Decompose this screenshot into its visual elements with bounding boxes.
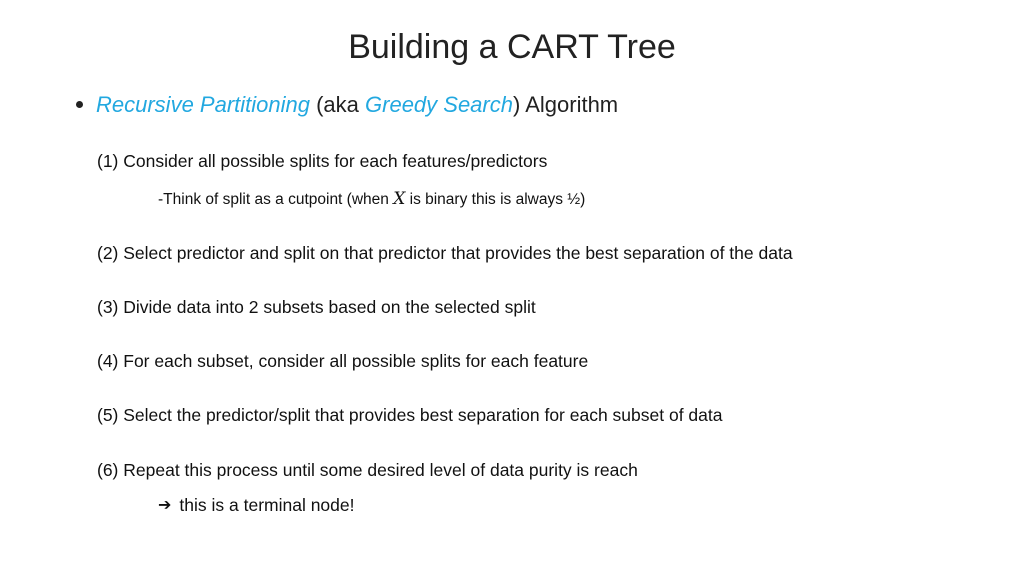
bullet-text <box>96 86 618 124</box>
right-arrow-icon: ➔ <box>158 495 172 514</box>
split-note-prefix: -Think of split as a cutpoint (when <box>158 191 394 208</box>
step-2: (2) Select predictor and split on that predictor that provides the best separation of the data <box>97 243 793 263</box>
split-note-suffix: is binary this is always ½) <box>405 191 586 208</box>
step-4: (4) For each subset, consider all possible splits for each feature <box>97 351 589 371</box>
slide-title: Building a CART Tree <box>348 28 676 66</box>
step-3: (3) Divide data into 2 subsets based on the selected split <box>97 297 536 317</box>
terminal-note-text: this is a terminal node! <box>179 495 355 515</box>
split-note <box>158 188 585 211</box>
bullet-close-text: ) Algorithm <box>512 92 619 117</box>
bullet-item <box>76 86 618 124</box>
variable-x: X <box>393 189 406 209</box>
step-6: (6) Repeat this process until some desired level of data purity is reach <box>97 460 638 480</box>
term-greedy-search: Greedy Search <box>365 92 513 117</box>
term-recursive-partitioning: Recursive Partitioning <box>96 92 310 117</box>
terminal-note <box>158 493 355 517</box>
bullet-open-text: (aka <box>309 92 366 117</box>
bullet-dot-icon <box>76 101 83 108</box>
step-5: (5) Select the predictor/split that provides best separation for each subset of data <box>97 405 723 425</box>
step-1: (1) Consider all possible splits for each features/predictors <box>97 151 548 171</box>
